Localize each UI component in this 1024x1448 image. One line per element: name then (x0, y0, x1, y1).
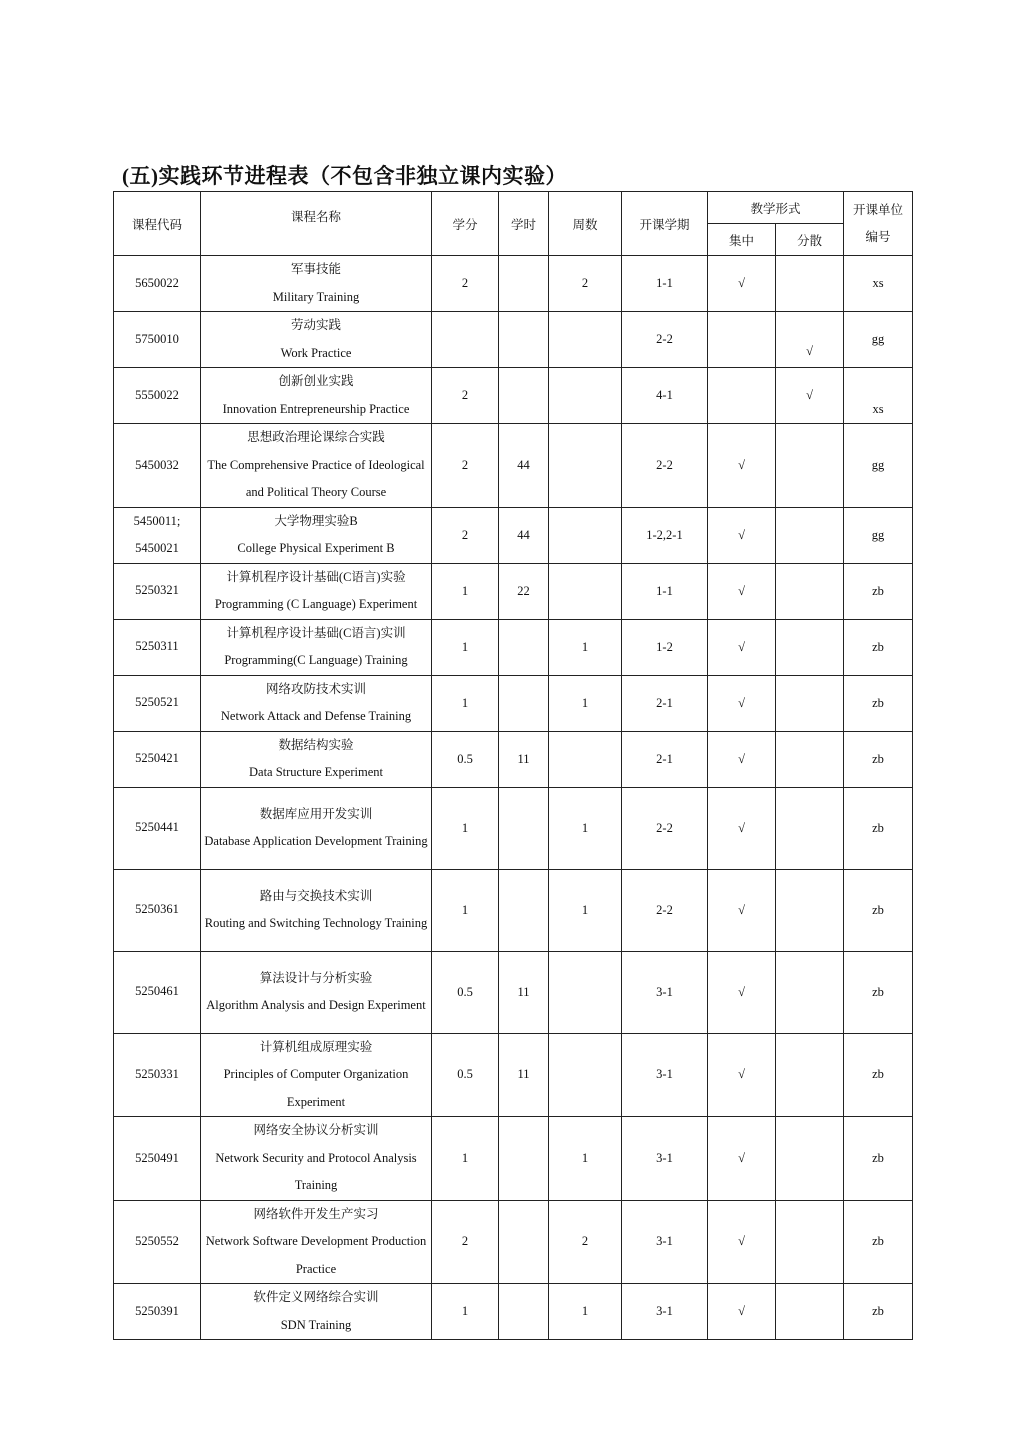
course-name-en: Network Software Development Production Practice (205, 1234, 427, 1276)
cell-course-name (201, 1033, 432, 1117)
course-name-en: Principles of Computer Organization Experiment (223, 1067, 409, 1109)
course-name-en: Military Training (272, 289, 360, 304)
cell-semester: 2-1 (622, 731, 708, 787)
table-body (114, 256, 913, 1340)
cell-concentrated: √ (708, 619, 776, 675)
header-course-name: 课程名称 (201, 192, 432, 256)
cell-course-code: 5250361 (114, 869, 201, 951)
cell-course-name (201, 424, 432, 508)
cell-concentrated (708, 312, 776, 368)
cell-unit: zb (844, 619, 913, 675)
cell-course-name (201, 731, 432, 787)
cell-credits: 2 (432, 424, 499, 508)
cell-distributed (776, 787, 844, 869)
course-name-cn: 创新创业实践 (278, 374, 354, 388)
header-concentrated: 集中 (708, 224, 776, 256)
cell-distributed: √ (776, 312, 844, 368)
cell-course-code: 5550022 (114, 368, 201, 424)
course-name-en: Work Practice (280, 345, 352, 360)
cell-unit: zb (844, 563, 913, 619)
cell-unit: xs (844, 256, 913, 312)
cell-hours (499, 256, 549, 312)
table-row (114, 1200, 913, 1284)
cell-course-code: 5250311 (114, 619, 201, 675)
cell-semester: 1-1 (622, 563, 708, 619)
table-row (114, 619, 913, 675)
cell-course-name (201, 1200, 432, 1284)
cell-concentrated: √ (708, 675, 776, 731)
cell-course-code: 5250461 (114, 951, 201, 1033)
course-name-cn: 思想政治理论课综合实践 (247, 430, 385, 444)
cell-concentrated: √ (708, 563, 776, 619)
course-name-cn: 计算机程序设计基础(C语言)实训 (226, 625, 406, 640)
cell-concentrated: √ (708, 256, 776, 312)
cell-semester: 3-1 (622, 1117, 708, 1201)
course-name-en: College Physical Experiment B (237, 541, 395, 555)
table-row (114, 1284, 913, 1340)
cell-weeks (549, 424, 622, 508)
table-row (114, 312, 913, 368)
table-row (114, 256, 913, 312)
cell-hours (499, 619, 549, 675)
course-name-cn: 网络软件开发生产实习 (253, 1206, 379, 1221)
table-header-row (114, 192, 913, 224)
cell-weeks: 2 (549, 1200, 622, 1284)
cell-weeks (549, 563, 622, 619)
cell-distributed (776, 563, 844, 619)
cell-weeks (549, 312, 622, 368)
header-unit: 开课单位 编号 (844, 192, 913, 256)
table-row (114, 675, 913, 731)
header-credits: 学分 (432, 192, 499, 256)
course-name-en: Network Security and Protocol Analysis Training (215, 1150, 417, 1192)
cell-weeks: 1 (549, 1284, 622, 1340)
cell-hours (499, 787, 549, 869)
cell-weeks: 1 (549, 787, 622, 869)
cell-credits: 0.5 (432, 731, 499, 787)
cell-course-code: 5650022 (114, 256, 201, 312)
course-name-en: Programming(C Language) Training (224, 653, 408, 667)
cell-course-name (201, 951, 432, 1033)
cell-unit: gg (844, 312, 913, 368)
cell-course-name (201, 1284, 432, 1340)
cell-hours: 22 (499, 563, 549, 619)
cell-unit: zb (844, 1033, 913, 1117)
cell-course-name (201, 368, 432, 424)
cell-course-code: 5250331 (114, 1033, 201, 1117)
cell-weeks: 1 (549, 869, 622, 951)
cell-distributed (776, 731, 844, 787)
course-name-en: Routing and Switching Technology Training (204, 916, 428, 930)
cell-semester: 3-1 (622, 951, 708, 1033)
cell-credits (432, 312, 499, 368)
cell-hours (499, 675, 549, 731)
cell-hours (499, 312, 549, 368)
cell-unit: zb (844, 951, 913, 1033)
course-name-cn: 软件定义网络综合实训 (253, 1290, 379, 1304)
table-row (114, 507, 913, 563)
cell-credits: 1 (432, 619, 499, 675)
cell-weeks: 1 (549, 619, 622, 675)
cell-distributed (776, 424, 844, 508)
cell-credits: 1 (432, 1284, 499, 1340)
cell-semester: 2-1 (622, 675, 708, 731)
table-row (114, 951, 913, 1033)
cell-semester: 2-2 (622, 312, 708, 368)
header-hours: 学时 (499, 192, 549, 256)
cell-hours: 11 (499, 951, 549, 1033)
course-name-cn: 计算机组成原理实验 (259, 1039, 373, 1054)
cell-hours (499, 1284, 549, 1340)
course-name-en: Innovation Entrepreneurship Practice (222, 401, 410, 416)
cell-weeks: 2 (549, 256, 622, 312)
cell-concentrated: √ (708, 507, 776, 563)
header-teaching-form: 教学形式 (708, 192, 844, 224)
cell-credits: 1 (432, 869, 499, 951)
course-name-en: Network Attack and Defense Training (220, 709, 412, 723)
course-name-cn: 算法设计与分析实验 (259, 970, 373, 985)
cell-course-name (201, 869, 432, 951)
cell-weeks (549, 368, 622, 424)
cell-course-name (201, 619, 432, 675)
cell-semester: 4-1 (622, 368, 708, 424)
cell-course-code: 5250321 (114, 563, 201, 619)
cell-unit: gg (844, 507, 913, 563)
cell-course-code: 5250552 (114, 1200, 201, 1284)
cell-hours: 44 (499, 507, 549, 563)
cell-course-code: 5250421 (114, 731, 201, 787)
table-row (114, 787, 913, 869)
course-name-en: SDN Training (280, 1317, 352, 1332)
course-name-cn: 大学物理实验B (274, 513, 358, 528)
cell-credits: 2 (432, 368, 499, 424)
cell-credits: 1 (432, 675, 499, 731)
cell-semester: 2-2 (622, 787, 708, 869)
header-course-code: 课程代码 (114, 192, 201, 256)
cell-unit: zb (844, 869, 913, 951)
cell-concentrated: √ (708, 731, 776, 787)
cell-unit: zb (844, 1117, 913, 1201)
cell-hours (499, 368, 549, 424)
table-row (114, 563, 913, 619)
cell-semester: 2-2 (622, 869, 708, 951)
course-name-cn: 军事技能 (290, 262, 341, 276)
cell-distributed (776, 1200, 844, 1284)
course-name-cn: 数据结构实验 (278, 737, 354, 752)
table-row (114, 424, 913, 508)
cell-course-name (201, 563, 432, 619)
cell-distributed (776, 507, 844, 563)
cell-distributed (776, 256, 844, 312)
cell-unit: gg (844, 424, 913, 508)
cell-weeks: 1 (549, 675, 622, 731)
cell-hours: 44 (499, 424, 549, 508)
cell-distributed (776, 1033, 844, 1117)
table-row (114, 1033, 913, 1117)
cell-course-code: 5750010 (114, 312, 201, 368)
course-name-cn: 路由与交换技术实训 (259, 888, 373, 903)
course-name-cn: 劳动实践 (290, 318, 341, 332)
table-row (114, 731, 913, 787)
cell-distributed (776, 675, 844, 731)
cell-semester: 3-1 (622, 1033, 708, 1117)
cell-semester: 2-2 (622, 424, 708, 508)
cell-unit: zb (844, 787, 913, 869)
cell-hours (499, 869, 549, 951)
cell-credits: 1 (432, 787, 499, 869)
course-name-cn: 网络安全协议分析实训 (253, 1123, 379, 1137)
cell-course-code: 5450032 (114, 424, 201, 508)
cell-distributed (776, 1284, 844, 1340)
cell-course-code: 5250521 (114, 675, 201, 731)
cell-course-name (201, 507, 432, 563)
table-row (114, 869, 913, 951)
cell-weeks (549, 951, 622, 1033)
cell-concentrated: √ (708, 1117, 776, 1201)
cell-semester: 3-1 (622, 1284, 708, 1340)
course-name-en: Algorithm Analysis and Design Experiment (206, 998, 426, 1012)
course-name-en: Data Structure Experiment (249, 765, 383, 779)
cell-credits: 1 (432, 1117, 499, 1201)
course-name-en: Database Application Development Training (204, 834, 428, 848)
cell-credits: 2 (432, 507, 499, 563)
table-row (114, 1117, 913, 1201)
header-semester: 开课学期 (622, 192, 708, 256)
cell-credits: 2 (432, 1200, 499, 1284)
cell-distributed: √ (776, 368, 844, 424)
cell-distributed (776, 619, 844, 675)
cell-course-name (201, 312, 432, 368)
cell-weeks (549, 507, 622, 563)
header-distributed: 分散 (776, 224, 844, 256)
cell-weeks (549, 731, 622, 787)
cell-course-code: 5250441 (114, 787, 201, 869)
cell-credits: 0.5 (432, 951, 499, 1033)
course-name-en: Programming (C Language) Experiment (214, 597, 418, 611)
course-name-cn: 数据库应用开发实训 (259, 806, 373, 821)
cell-course-code: 5250491 (114, 1117, 201, 1201)
course-name-cn: 网络攻防技术实训 (265, 681, 366, 696)
page-title: (五)实践环节进程表（不包含非独立课内实验） (122, 164, 567, 188)
cell-concentrated: √ (708, 869, 776, 951)
course-name-cn: 计算机程序设计基础(C语言)实验 (226, 569, 406, 584)
cell-concentrated: √ (708, 424, 776, 508)
cell-unit: zb (844, 1200, 913, 1284)
cell-unit: xs (844, 368, 913, 424)
cell-semester: 1-1 (622, 256, 708, 312)
cell-distributed (776, 869, 844, 951)
cell-hours (499, 1117, 549, 1201)
cell-unit: zb (844, 675, 913, 731)
header-weeks: 周数 (549, 192, 622, 256)
cell-concentrated: √ (708, 951, 776, 1033)
cell-concentrated: √ (708, 1284, 776, 1340)
cell-course-code: 5250391 (114, 1284, 201, 1340)
cell-hours (499, 1200, 549, 1284)
cell-unit: zb (844, 1284, 913, 1340)
cell-hours: 11 (499, 1033, 549, 1117)
cell-course-name (201, 256, 432, 312)
course-name-en: The Comprehensive Practice of Ideological and Political Theory Course (207, 457, 425, 499)
cell-concentrated (708, 368, 776, 424)
cell-semester: 3-1 (622, 1200, 708, 1284)
cell-course-code: 5450011; 5450021 (114, 507, 201, 563)
cell-concentrated: √ (708, 787, 776, 869)
cell-semester: 1-2,2-1 (622, 507, 708, 563)
cell-course-name (201, 675, 432, 731)
cell-hours: 11 (499, 731, 549, 787)
cell-concentrated: √ (708, 1200, 776, 1284)
table-row (114, 368, 913, 424)
cell-weeks (549, 1033, 622, 1117)
cell-weeks: 1 (549, 1117, 622, 1201)
cell-unit: zb (844, 731, 913, 787)
practice-schedule-table (113, 191, 913, 1340)
cell-credits: 2 (432, 256, 499, 312)
cell-course-name (201, 1117, 432, 1201)
cell-distributed (776, 1117, 844, 1201)
cell-credits: 1 (432, 563, 499, 619)
cell-credits: 0.5 (432, 1033, 499, 1117)
cell-semester: 1-2 (622, 619, 708, 675)
cell-distributed (776, 951, 844, 1033)
cell-course-name (201, 787, 432, 869)
cell-concentrated: √ (708, 1033, 776, 1117)
